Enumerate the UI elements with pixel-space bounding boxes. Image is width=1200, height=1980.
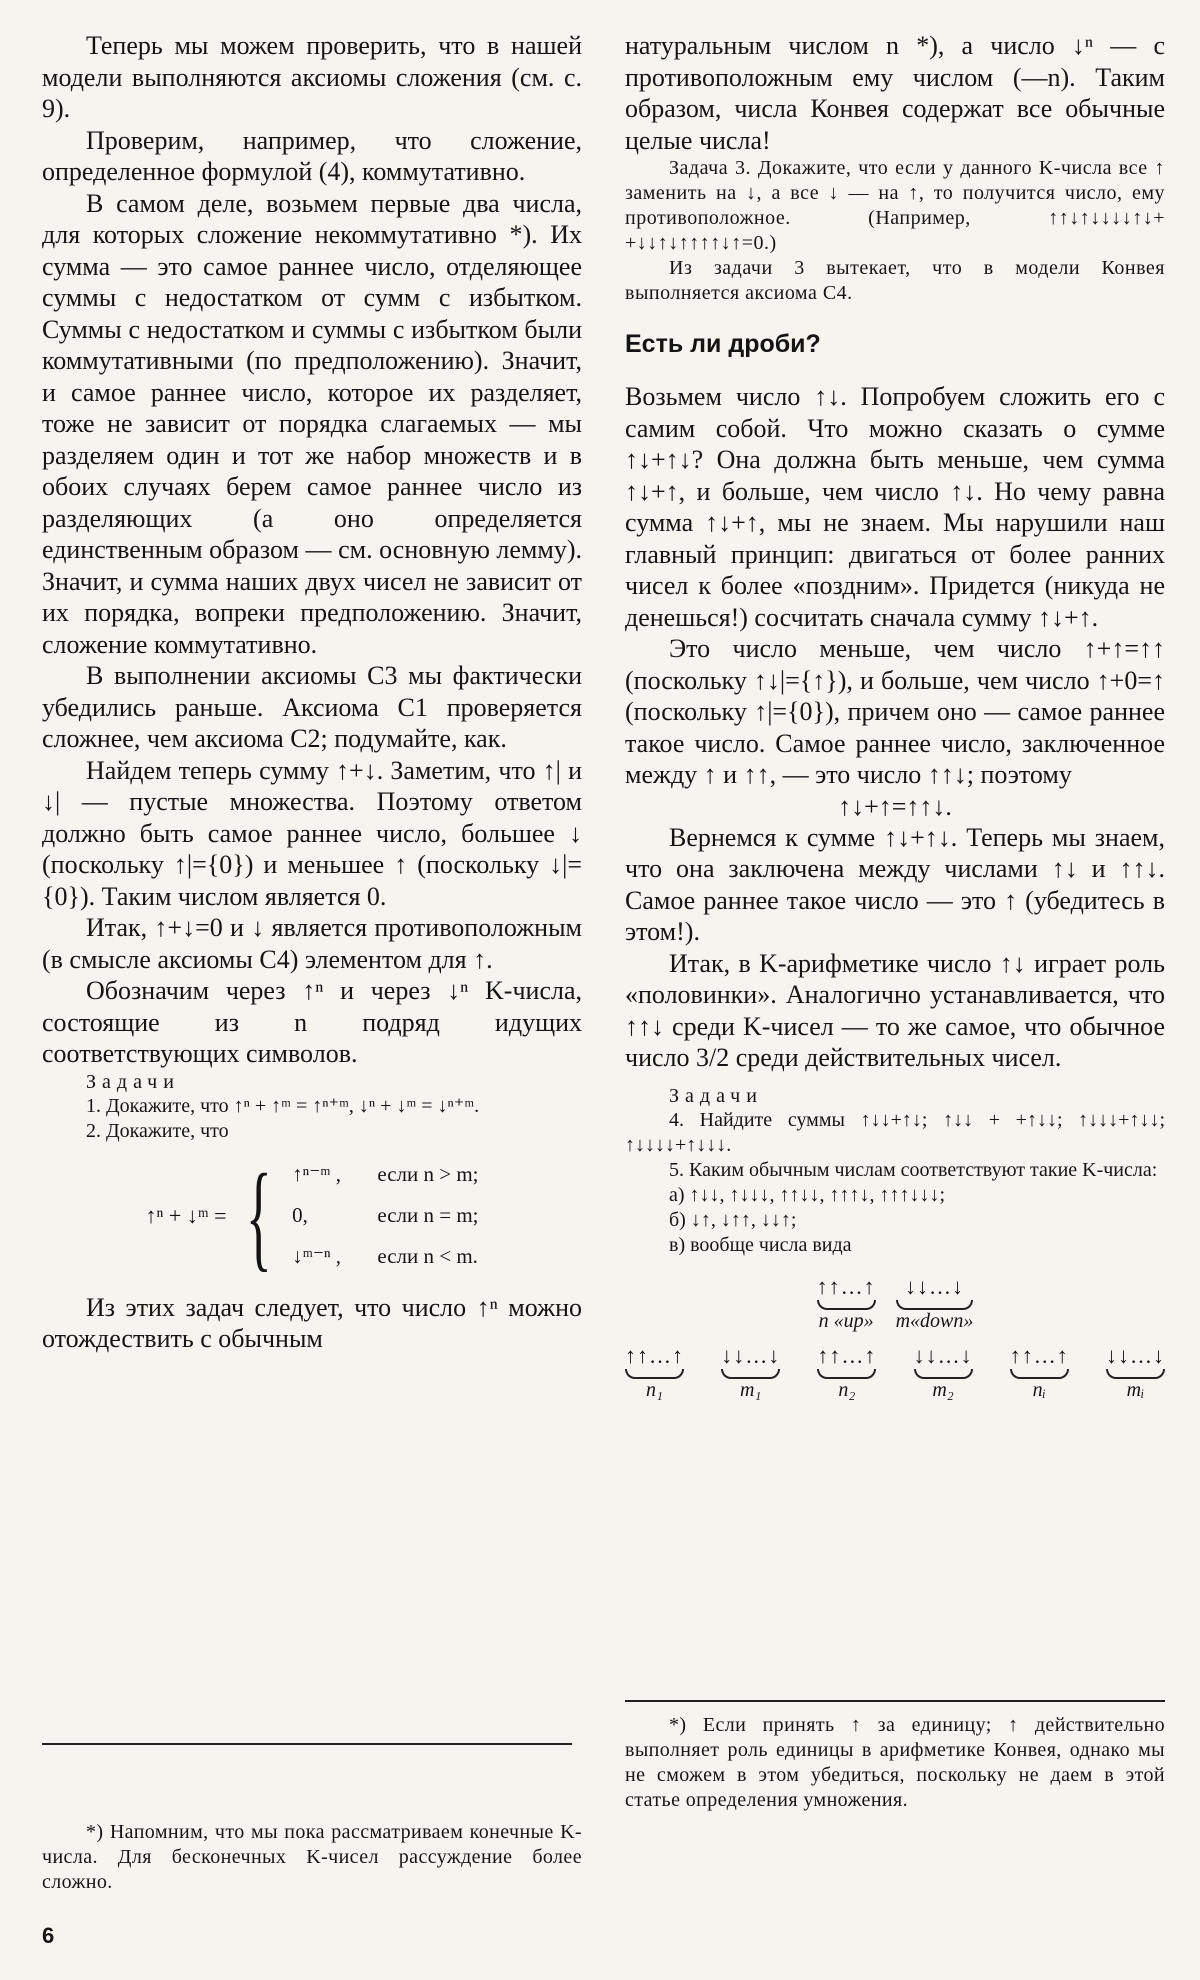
right-column [625, 30, 1165, 1402]
seq-group: ↓↓…↓ mᵢ [1105, 1342, 1165, 1401]
task-4: 4. Найдите суммы ↑↓↓+↑↓; ↑↓↓ + +↑↓↓; ↑↓↓↓+↑↓↓; ↑↓↓↓↓+↑↓↓↓. [625, 1108, 1165, 1156]
task-5b: б) ↓↑, ↓↑↑, ↓↓↑; [669, 1208, 797, 1231]
footnote-text: *) Если принять ↑ за единицу; ↑ действительно выполняет роль единицы в арифметике Конвея, однако мы не сможем в этом убедиться, поскольку не даем в этой статье определения умножения. [625, 1714, 1165, 1811]
equation: ↑↓+↑=↑↑↓. [838, 791, 952, 821]
group-notation [625, 1274, 1165, 1333]
paragraph: Из задачи 3 вытекает, что в модели Конвея выполняется аксиома С4. [625, 257, 1165, 304]
seq-group: ↓↓…↓ m₂ [913, 1342, 973, 1401]
paragraph: Это число меньше, чем число ↑+↑=↑↑ (поскольку ↑↓|={↑}), и больше, чем число ↑+0=↑ (поскольку ↑|={0}), причем оно — самое раннее такое число. Самое раннее число, заключенное между ↑ и ↑↑, — это число ↑↑↓; поэтому [625, 634, 1165, 789]
seq-group: ↑↑…↑ n₁ [625, 1342, 684, 1401]
paragraph: Проверим, например, что сложение, определенное формулой (4), коммутативно. [42, 125, 582, 186]
formula-cases [292, 1162, 478, 1269]
paragraph: Вернемся к сумме ↑↓+↑↓. Теперь мы знаем, что она заключена между числами ↑↓ и ↑↑↓. Самое раннее такое число — это ↑ (убедитесь в этом!). [625, 822, 1165, 946]
paragraph: В самом деле, возьмем первые два числа, для которых сложение некоммутативно *). Их сумма — это самое раннее число, отделяющее суммы с недостатком от сумм с избытком. Суммы с недостатком и суммы с избытком были коммутативными (по предположению). Значит, и самое раннее число, которое их разделяет, тоже не зависит от порядка слагаемых — мы разделяем один и тот же набор множеств и в обоих случаях берем самое раннее число из разделяющих (а оно определяется единственным образом — см. основную лемму). Значит, и сумма наших двух чисел не зависит от их порядка, вопреки предположению. Значит, сложение коммутативно. [42, 188, 582, 659]
formula-lhs: ↑ⁿ + ↓ᵐ = [145, 1202, 227, 1228]
page-number: 6 [42, 1923, 55, 1948]
seq-group: ↑↑…↑ n₂ [817, 1342, 877, 1401]
up-group: ↑↑…↑ n «up» [816, 1273, 876, 1332]
task-5: 5. Каким обычным числам соответствуют такие K-числа: [669, 1158, 1158, 1181]
paragraph: натуральным числом n *), а число ↓ⁿ — с противоположным ему числом (—n). Таким образом, числа Конвея содержат все обычные целые числа! [625, 31, 1165, 155]
sequence-notation [625, 1343, 1165, 1402]
case-row: ↑ⁿ⁻ᵐ , если n > m; [292, 1162, 479, 1186]
footnote-left [42, 1820, 582, 1895]
case-row: ↓ᵐ⁻ⁿ , если n < m. [292, 1244, 478, 1268]
paragraph: Итак, ↑+↓=0 и ↓ является противоположным (в смысле аксиомы С4) элементом для ↑. [42, 913, 582, 974]
task-2: 2. Докажите, что [86, 1119, 229, 1142]
seq-group: ↓↓…↓ m₁ [721, 1342, 781, 1401]
paragraph: Итак, в K-арифметике число ↑↓ играет роль «половинки». Аналогично устанавливается, что ↑↑↓ среди K-чисел — то же самое, что обычное число 3/2 среди действительных чисел. [625, 948, 1165, 1072]
paragraph: Возьмем число ↑↓. Попробуем сложить его с самим собой. Что можно сказать о сумме ↑↓+↑↓? Она должна быть меньше, чем сумма ↑↓+↑, и больше, чем число ↑↓. Но чему равна сумма ↑↓+↑, мы не знаем. Мы нарушили наш главный принцип: двигаться от более ранних чисел к более «поздним». Придется (никуда не денешься!) сосчитать сначала сумму ↑↓+↑. [625, 382, 1165, 632]
brace: { [246, 1148, 273, 1282]
paragraph: В выполнении аксиомы С3 мы фактически убедились раньше. Аксиома С1 проверяется сложнее, чем аксиома С2; подумайте, как. [42, 661, 582, 753]
footnote-rule-right [625, 1700, 1165, 1702]
paragraph: Найдем теперь сумму ↑+↓. Заметим, что ↑| и ↓| — пустые множества. Поэтому ответом должно быть самое раннее число, большее ↓ (поскольку ↑|={0}) и меньшее ↑ (поскольку ↓|={0}). Таким числом является 0. [42, 755, 582, 911]
footnote-right [625, 1713, 1165, 1813]
seq-group: ↑↑…↑ nᵢ [1009, 1342, 1069, 1401]
tasks-heading: Задачи [86, 1070, 180, 1093]
case-row: 0, если n = m; [292, 1203, 479, 1227]
down-group: ↓↓…↓ m«down» [895, 1273, 974, 1332]
section-heading: Есть ли дроби? [625, 330, 821, 358]
paragraph: Обозначим через ↑ⁿ и через ↓ⁿ K-числа, состоящие из n подряд идущих соответствующих символов. [42, 976, 582, 1068]
footnote-rule-left [42, 1743, 572, 1745]
paragraph: Из этих задач следует, что число ↑ⁿ можно отождествить с обычным [42, 1292, 582, 1353]
tasks-heading: Задачи [669, 1084, 763, 1107]
task-5a: а) ↑↓↓, ↑↓↓↓, ↑↑↓↓, ↑↑↑↓, ↑↑↑↓↓↓; [669, 1183, 946, 1206]
left-column [42, 30, 582, 1355]
footnote-text: *) Напомним, что мы пока рассматриваем конечные K-числа. Для бесконечных K-чисел рассуждение более сложно. [42, 1821, 582, 1893]
piecewise-formula [42, 1148, 582, 1282]
task-1: 1. Докажите, что ↑ⁿ + ↑ᵐ = ↑ⁿ⁺ᵐ, ↓ⁿ + ↓ᵐ = ↓ⁿ⁺ᵐ. [86, 1094, 480, 1117]
task-5c: в) вообще числа вида [669, 1233, 852, 1256]
task-3: Задача 3. Докажите, что если у данного K-числа все ↑ заменить на ↓, а все ↓ — на ↑, то получится число, ему противоположное. (Например, ↑↑↓↑↓↓↓↓↑↓+ +↓↓↑↓↑↑↑↑↓↑=0.) [625, 157, 1165, 254]
paragraph: Теперь мы можем проверить, что в нашей модели выполняются аксиомы сложения (см. с. 9). [42, 31, 582, 123]
